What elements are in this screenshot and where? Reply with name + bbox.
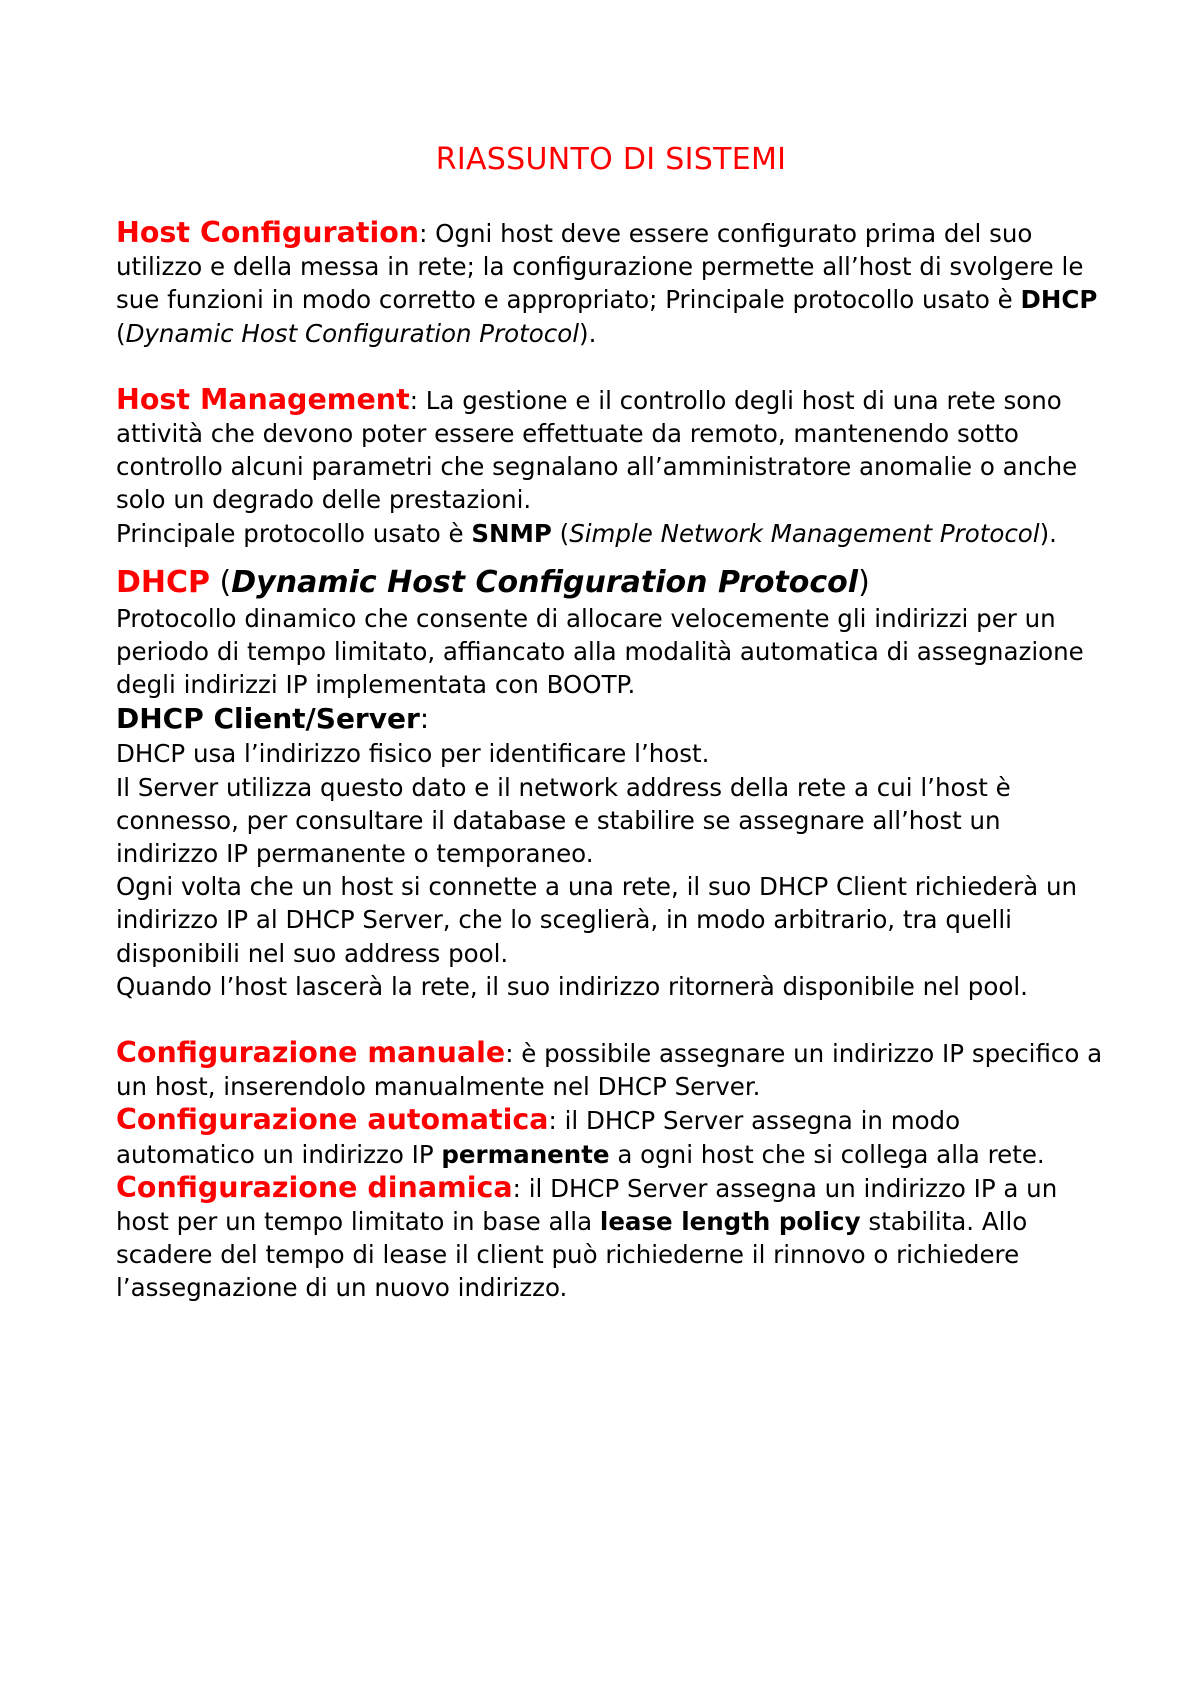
host-management-paren-open: ( bbox=[551, 518, 570, 548]
config-manual-text: : è possibile assegnare un indirizzo IP specifico a un host, inserendolo manualmente nel DHCP Server. bbox=[116, 1039, 1103, 1102]
document-page bbox=[116, 140, 1106, 1305]
dhcp-heading-paren-close: ) bbox=[858, 564, 870, 600]
host-configuration-protocol-full: Dynamic Host Configuration Protocol bbox=[125, 318, 580, 348]
config-auto-text-end: a ogni host che si collega alla rete. bbox=[609, 1139, 1045, 1169]
spacer bbox=[116, 350, 1106, 383]
document-title: RIASSUNTO DI SISTEMI bbox=[435, 142, 787, 177]
config-dynamic-bold: lease length policy bbox=[599, 1207, 861, 1237]
config-dynamic-text: : il DHCP Server assegna un indirizzo IP a un host per un tempo limitato in base alla bbox=[116, 1173, 1058, 1237]
config-auto-text: : il DHCP Server assegna in modo automatico un indirizzo IP bbox=[116, 1106, 961, 1169]
host-configuration-paren-open: ( bbox=[116, 318, 126, 348]
client-server-line: Quando l’host lascerà la rete, il suo indirizzo ritornerà disponibile nel pool. bbox=[116, 971, 1028, 1001]
dhcp-heading-paren-open: ( bbox=[210, 564, 232, 600]
host-management-heading: Host Management bbox=[116, 382, 410, 416]
config-dynamic-paragraph bbox=[116, 1171, 1106, 1305]
host-management-protocol: SNMP bbox=[471, 518, 552, 548]
client-server-heading: DHCP Client/Server bbox=[116, 702, 420, 736]
host-configuration-paragraph bbox=[116, 216, 1106, 350]
config-dynamic-heading: Configurazione dinamica bbox=[116, 1170, 513, 1204]
host-management-paragraph bbox=[116, 383, 1106, 517]
spacer bbox=[116, 1003, 1106, 1036]
config-auto-heading: Configurazione automatica bbox=[116, 1103, 549, 1137]
client-server-line: DHCP usa l’indirizzo fisico per identificare l’host. bbox=[116, 739, 710, 769]
host-management-paren-close: ). bbox=[1039, 518, 1057, 548]
host-configuration-paren-close: ). bbox=[579, 318, 597, 348]
config-manual-paragraph bbox=[116, 1036, 1106, 1103]
host-configuration-heading: Host Configuration bbox=[116, 216, 420, 249]
config-manual-heading: Configurazione manuale bbox=[116, 1036, 506, 1070]
dhcp-section-heading bbox=[116, 564, 1106, 602]
spacer bbox=[116, 550, 1106, 564]
client-server-line: Il Server utilizza questo dato e il network address della rete a cui l’host è connesso, per consultare il database e stabilire se assegnare all’host un indirizzo IP permanente o temporaneo. bbox=[116, 772, 1011, 869]
client-server-line: Ogni volta che un host si connette a una rete, il suo DHCP Client richiederà un indirizzo IP al DHCP Server, che lo sceglierà, in modo arbitrario, tra quelli disponibili nel suo address pool. bbox=[116, 872, 1078, 968]
client-server-heading-line bbox=[116, 701, 1106, 737]
client-server-colon: : bbox=[419, 702, 430, 736]
host-management-protocol-full: Simple Network Management Protocol bbox=[569, 518, 1040, 548]
dhcp-description: Protocollo dinamico che consente di allocare velocemente gli indirizzi per un periodo di tempo limitato, affiancato alla modalità automatica di assegnazione degli indirizzi IP implementata con BOOTP. bbox=[116, 603, 1084, 700]
config-auto-bold: permanente bbox=[441, 1139, 610, 1169]
config-auto-paragraph bbox=[116, 1103, 1106, 1170]
config-dynamic-text-end: stabilita. Allo scadere del tempo di lease il client può richiederne il rinnovo o richiedere l’assegnazione di un nuovo indirizzo. bbox=[116, 1207, 1028, 1303]
host-management-protocol-line bbox=[116, 517, 1106, 550]
host-management-text: : La gestione e il controllo degli host di una rete sono attività che devono poter essere effettuate da remoto, mantenendo sotto controllo alcuni parametri che segnalano all’amministratore anomalie o anche solo un degrado delle prestazioni. bbox=[116, 385, 1078, 515]
dhcp-heading: DHCP bbox=[116, 564, 211, 600]
host-management-protocol-intro: Principale protocollo usato è bbox=[116, 518, 472, 548]
host-configuration-protocol: DHCP bbox=[1020, 285, 1098, 315]
host-configuration-text: : Ogni host deve essere configurato prima del suo utilizzo e della messa in rete; la configurazione permette all’host di svolgere le sue funzioni in modo corretto e appropriato; Principale protocollo usato è bbox=[116, 219, 1084, 315]
dhcp-heading-full: Dynamic Host Configuration Protocol bbox=[231, 564, 859, 600]
